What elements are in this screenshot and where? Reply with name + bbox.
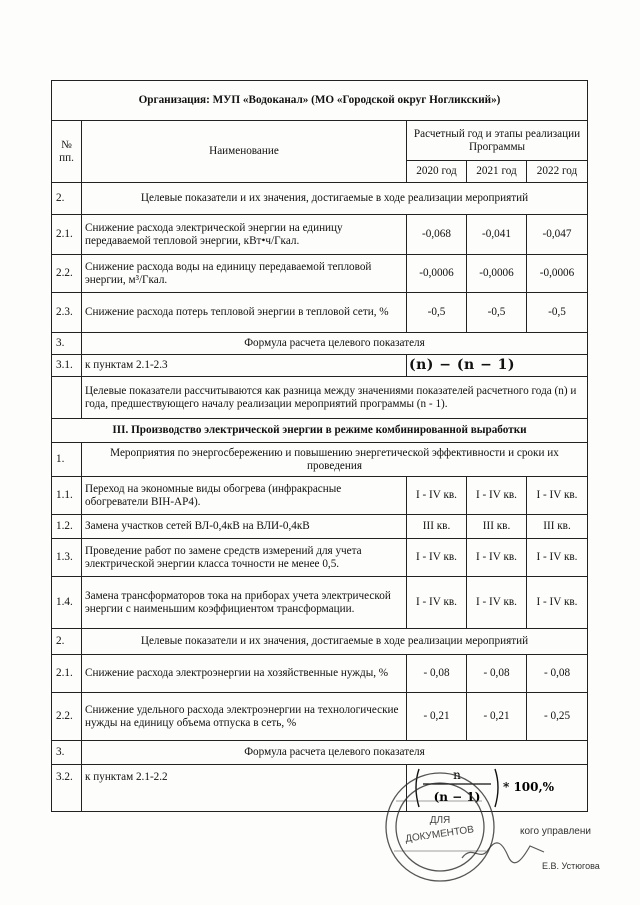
section-a-formula-row bbox=[52, 355, 588, 377]
table-row bbox=[52, 577, 588, 629]
section-b-title: III. Производство электрической энергии в режиме комбинированной выработки bbox=[52, 419, 588, 443]
formula-title-num: 3. bbox=[52, 741, 82, 765]
stamp-side-text: кого управлени bbox=[520, 826, 591, 837]
fraction-denominator: (n − 1) bbox=[433, 790, 481, 804]
section-b-targets-row bbox=[52, 629, 588, 655]
row-name: Проведение работ по замене средств измерений для учета электрической энергии класса точности не менее 0,5. bbox=[82, 539, 407, 577]
value-2022: I - IV кв. bbox=[527, 539, 588, 577]
organization-title: Организация: МУП «Водоканал» (МО «Городской округ Ногликский») bbox=[52, 81, 588, 121]
row-name: Переход на экономные виды обогрева (инфракрасные обогреватели BIH-AP4). bbox=[82, 477, 407, 515]
targets-title: Целевые показатели и их значения, достигаемые в ходе реализации мероприятий bbox=[82, 629, 588, 655]
value-2020: -0,0006 bbox=[407, 255, 467, 293]
year-2022-header: 2022 год bbox=[527, 161, 588, 183]
value-2020: -0,068 bbox=[407, 215, 467, 255]
value-2021: III кв. bbox=[467, 515, 527, 539]
formula-row-num: 3.2. bbox=[52, 765, 82, 812]
table-row bbox=[52, 655, 588, 693]
fraction-numerator: n bbox=[453, 768, 461, 782]
value-2021: -0,0006 bbox=[467, 255, 527, 293]
table-row bbox=[52, 255, 588, 293]
org-header-row bbox=[52, 81, 588, 121]
value-2022: - 0,25 bbox=[527, 693, 588, 741]
table-row bbox=[52, 539, 588, 577]
section-b-group-row bbox=[52, 443, 588, 477]
program-table bbox=[51, 80, 588, 812]
formula-expression: (n) − (n − 1) bbox=[409, 356, 516, 373]
section-b-title-row bbox=[52, 419, 588, 443]
row-number: 2.1. bbox=[52, 215, 82, 255]
value-2020: -0,5 bbox=[407, 293, 467, 333]
row-name: Снижение удельного расхода электроэнергии на технологические нужды на единицу объема отпуска в сеть, % bbox=[82, 693, 407, 741]
value-2022: -0,047 bbox=[527, 215, 588, 255]
value-2021: I - IV кв. bbox=[467, 577, 527, 629]
signature-scribble bbox=[458, 838, 548, 866]
row-name: Снижение расхода электрической энергии на единицу передаваемой тепловой энергии, кВт•ч/Гкал. bbox=[82, 215, 407, 255]
section-a-targets-title: Целевые показатели и их значения, достигаемые в ходе реализации мероприятий bbox=[82, 183, 588, 215]
column-header-row bbox=[52, 121, 588, 161]
value-2021: -0,041 bbox=[467, 215, 527, 255]
row-number: 2.2. bbox=[52, 693, 82, 741]
table-row bbox=[52, 693, 588, 741]
section-a-targets-row bbox=[52, 183, 588, 215]
row-number: 2.1. bbox=[52, 655, 82, 693]
name-column-header: Наименование bbox=[82, 121, 407, 183]
row-number: 1.3. bbox=[52, 539, 82, 577]
value-2022: -0,5 bbox=[527, 293, 588, 333]
row-name: Снижение расхода воды на единицу передаваемой тепловой энергии, м³/Гкал. bbox=[82, 255, 407, 293]
row-number: 1.2. bbox=[52, 515, 82, 539]
row-number: 2.3. bbox=[52, 293, 82, 333]
empty-cell bbox=[52, 377, 82, 419]
value-2021: I - IV кв. bbox=[467, 477, 527, 515]
formula-cell bbox=[407, 355, 588, 377]
stamp-line-1: ДЛЯ bbox=[429, 815, 451, 826]
table-row bbox=[52, 515, 588, 539]
stamp-line-2: ДОКУМЕНТОВ bbox=[404, 824, 475, 845]
section-a-targets-num: 2. bbox=[52, 183, 82, 215]
section-b-formula-title-row bbox=[52, 741, 588, 765]
targets-num: 2. bbox=[52, 629, 82, 655]
value-2020: - 0,21 bbox=[407, 693, 467, 741]
value-2020: I - IV кв. bbox=[407, 577, 467, 629]
official-stamp bbox=[378, 765, 518, 885]
section-a-formula-title-row bbox=[52, 333, 588, 355]
row-number: 1.4. bbox=[52, 577, 82, 629]
formula-row-text: к пунктам 2.1-2.2 bbox=[82, 765, 407, 812]
table-row bbox=[52, 215, 588, 255]
formula-title: Формула расчета целевого показателя bbox=[82, 333, 588, 355]
row-name: Снижение расхода потерь тепловой энергии в тепловой сети, % bbox=[82, 293, 407, 333]
table-row bbox=[52, 477, 588, 515]
group-num: 1. bbox=[52, 443, 82, 477]
value-2020: III кв. bbox=[407, 515, 467, 539]
row-name: Замена участков сетей ВЛ-0,4кВ на ВЛИ-0,4кВ bbox=[82, 515, 407, 539]
section-a-note-row bbox=[52, 377, 588, 419]
year-2021-header: 2021 год bbox=[467, 161, 527, 183]
row-number: 2.2. bbox=[52, 255, 82, 293]
formula-row-num: 3.1. bbox=[52, 355, 82, 377]
group-title: Мероприятия по энергосбережению и повышению энергетической эффективности и сроки их проведения bbox=[82, 443, 588, 477]
value-2022: I - IV кв. bbox=[527, 477, 588, 515]
value-2020: - 0,08 bbox=[407, 655, 467, 693]
value-2021: -0,5 bbox=[467, 293, 527, 333]
year-2020-header: 2020 год bbox=[407, 161, 467, 183]
value-2020: I - IV кв. bbox=[407, 539, 467, 577]
table-row bbox=[52, 293, 588, 333]
row-name: Снижение расхода электроэнергии на хозяйственные нужды, % bbox=[82, 655, 407, 693]
formula-row-text: к пунктам 2.1-2.3 bbox=[82, 355, 407, 377]
value-2021: - 0,21 bbox=[467, 693, 527, 741]
row-name: Замена трансформаторов тока на приборах учета электрической энергии с наименьшим коэффициентом трансформации. bbox=[82, 577, 407, 629]
formula-title: Формула расчета целевого показателя bbox=[82, 741, 588, 765]
row-number: 1.1. bbox=[52, 477, 82, 515]
value-2022: - 0,08 bbox=[527, 655, 588, 693]
value-2021: - 0,08 bbox=[467, 655, 527, 693]
period-column-header: Расчетный год и этапы реализации Программы bbox=[407, 121, 588, 161]
formula-title-num: 3. bbox=[52, 333, 82, 355]
value-2022: -0,0006 bbox=[527, 255, 588, 293]
formula-tail: * 100,% bbox=[503, 780, 555, 794]
value-2022: I - IV кв. bbox=[527, 577, 588, 629]
value-2020: I - IV кв. bbox=[407, 477, 467, 515]
formula-note: Целевые показатели рассчитываются как разница между значениями показателей расчетного года (n) и года, предшествующего началу реализации мероприятий программы (n - 1). bbox=[82, 377, 588, 419]
number-column-header: № пп. bbox=[52, 121, 82, 183]
value-2022: III кв. bbox=[527, 515, 588, 539]
value-2021: I - IV кв. bbox=[467, 539, 527, 577]
signature-name: Е.В. Устюгова bbox=[542, 861, 600, 871]
